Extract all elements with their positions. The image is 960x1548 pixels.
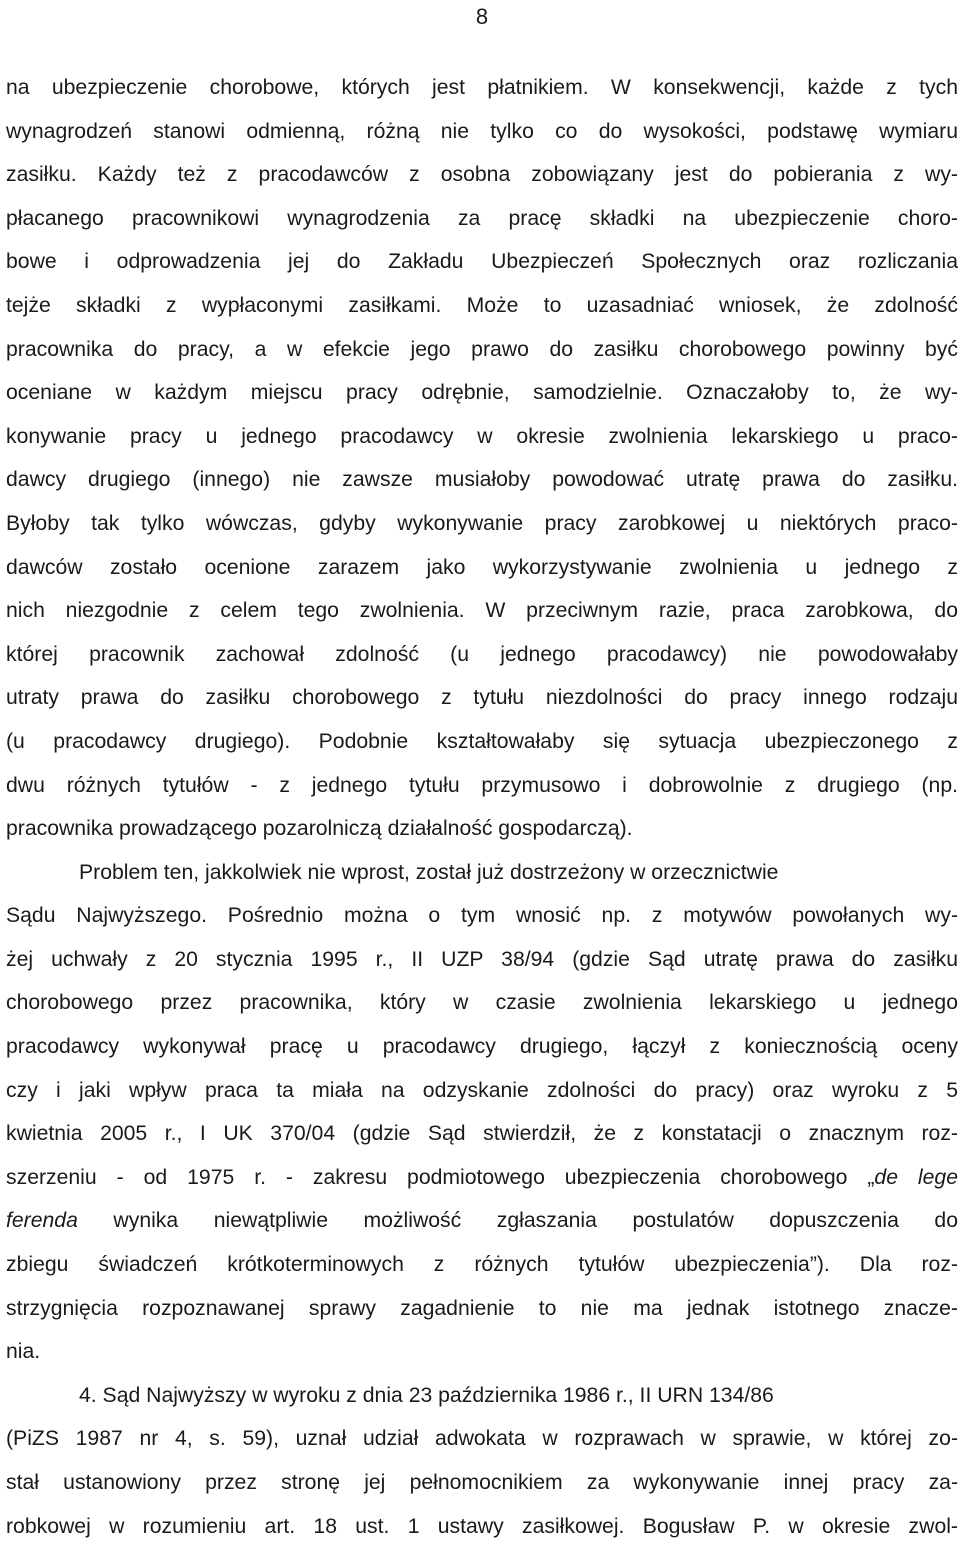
text-line: konywanie pracy u jednego pracodawcy w okresie zwolnienia lekarskiego u praco- xyxy=(6,424,958,448)
text-line: nia. xyxy=(6,1340,41,1364)
italic-phrase: ferenda xyxy=(6,1209,78,1233)
text-line: pracodawcy wykonywał pracę u pracodawcy drugiego, łączył z koniecznością oceny xyxy=(6,1035,958,1059)
text-line: oceniane w każdym miejscu pracy odrębnie, samodzielnie. Oznaczałoby to, że wy- xyxy=(6,381,958,405)
text-line: pracownika prowadzącego pozarolniczą działalność gospodarczą). xyxy=(6,817,633,841)
text-line: nich niezgodnie z celem tego zwolnienia. W przeciwnym razie, praca zarobkowa, do xyxy=(6,599,958,623)
text-line: płacanego pracownikowi wynagrodzenia za pracę składki na ubezpieczenie choro- xyxy=(6,206,958,230)
text-line: zasiłku. Każdy też z pracodawców z osobna zobowiązany jest do pobierania z wy- xyxy=(6,163,958,187)
text-line: dwu różnych tytułów - z jednego tytułu przymusowo i dobrowolnie z drugiego (np. xyxy=(6,773,958,797)
text-line: robkowej w rozumieniu art. 18 ust. 1 ustawy zasiłkowej. Bogusław P. w okresie zwol- xyxy=(6,1514,958,1538)
paragraph xyxy=(6,851,958,1374)
text-line-with-italic xyxy=(6,1156,958,1200)
page-number: 8 xyxy=(475,4,489,29)
text-line: kwietnia 2005 r., I UK 370/04 (gdzie Sąd stwierdził, że z konstatacji o znacznym roz- xyxy=(6,1122,958,1146)
text-line: której pracownik zachował zdolność (u jednego pracodawcy) nie powodowałaby xyxy=(6,642,958,666)
text-segment: wynika niewątpliwie możliwość zgłaszania postulatów dopuszczenia do xyxy=(77,1209,958,1233)
paragraph xyxy=(6,1374,958,1548)
text-line: zbiegu świadczeń krótkoterminowych z różnych tytułów ubezpieczenia”). Dla roz- xyxy=(6,1253,958,1277)
document-body xyxy=(6,66,958,1548)
paragraph xyxy=(6,66,958,851)
text-line: Problem ten, jakkolwiek nie wprost, został już dostrzeżony w orzecznictwie xyxy=(79,860,779,884)
text-line: żej uchwały z 20 stycznia 1995 r., II UZP 38/94 (gdzie Sąd utratę prawa do zasiłku xyxy=(6,947,958,971)
text-line: strzygnięcia rozpoznawanej sprawy zagadnienie to nie ma jednak istotnego znacze- xyxy=(6,1296,958,1320)
text-line: (u pracodawcy drugiego). Podobnie kształtowałaby się sytuacja ubezpieczonego z xyxy=(6,729,958,753)
text-line: tejże składki z wypłaconymi zasiłkami. Może to uzasadniać wniosek, że zdolność xyxy=(6,293,958,317)
text-segment: szerzeniu - od 1975 r. - zakresu podmiotowego ubezpieczenia chorobowego „ xyxy=(6,1165,875,1189)
text-line-with-italic xyxy=(6,1199,958,1243)
text-line: Byłoby tak tylko wówczas, gdyby wykonywanie pracy zarobkowej u niektórych praco- xyxy=(6,511,958,535)
text-line: na ubezpieczenie chorobowe, których jest płatnikiem. W konsekwencji, każde z tych xyxy=(6,76,958,99)
text-line: 4. Sąd Najwyższy w wyroku z dnia 23 października 1986 r., II URN 134/86 xyxy=(79,1383,774,1407)
text-line: dawcy drugiego (innego) nie zawsze musiałoby powodować utratę prawa do zasiłku. xyxy=(6,468,958,492)
italic-phrase: de lege xyxy=(874,1165,958,1189)
text-line: wynagrodzeń stanowi odmienną, różną nie tylko co do wysokości, podstawę wymiaru xyxy=(6,119,958,143)
text-line: (PiZS 1987 nr 4, s. 59), uznał udział adwokata w rozprawach w sprawie, w której zo- xyxy=(6,1427,958,1451)
text-line: pracownika do pracy, a w efekcie jego prawo do zasiłku chorobowego powinny być xyxy=(6,337,958,361)
text-line: stał ustanowiony przez stronę jej pełnomocnikiem za wykonywanie innej pracy za- xyxy=(6,1471,958,1494)
text-line: bowe i odprowadzenia jej do Zakładu Ubezpieczeń Społecznych oraz rozliczania xyxy=(6,250,958,274)
text-line: dawców zostało ocenione zarazem jako wykorzystywanie zwolnienia u jednego z xyxy=(6,555,958,579)
text-line: Sądu Najwyższego. Pośrednio można o tym wnosić np. z motywów powołanych wy- xyxy=(6,904,958,928)
text-line: czy i jaki wpływ praca ta miała na odzyskanie zdolności do pracy) oraz wyroku z 5 xyxy=(6,1078,958,1102)
text-line: utraty prawa do zasiłku chorobowego z tytułu niezdolności do pracy innego rodzaju xyxy=(6,686,958,710)
text-line: chorobowego przez pracownika, który w czasie zwolnienia lekarskiego u jednego xyxy=(6,991,958,1015)
